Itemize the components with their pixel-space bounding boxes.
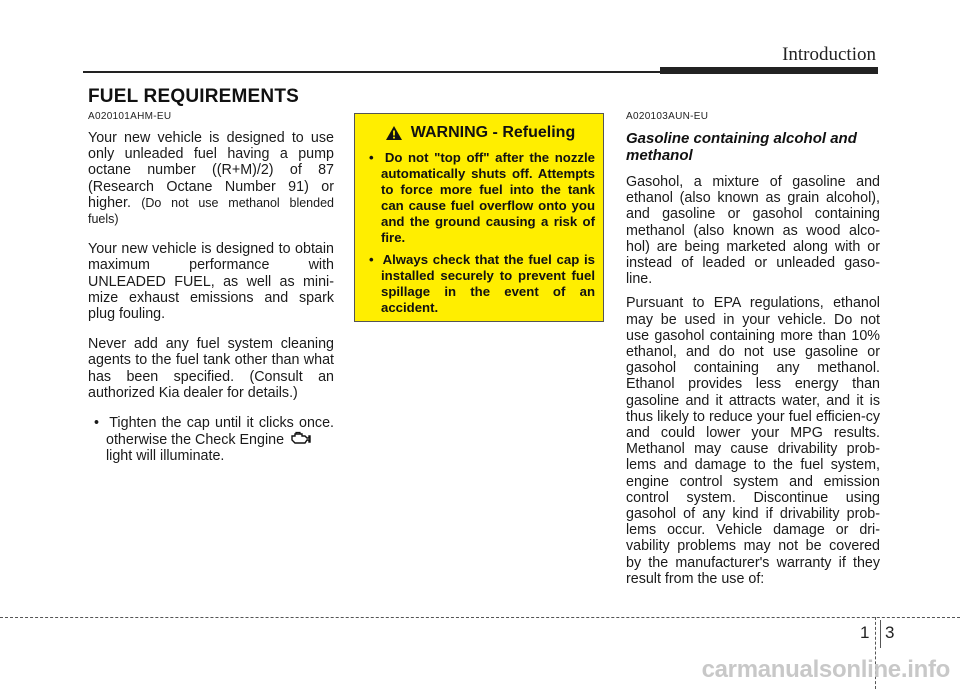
- bullet-glyph: •: [369, 150, 374, 165]
- subsection-title: Gasoline containing alcohol and methanol: [626, 130, 857, 164]
- gasohol-paragraph-2: Pursuant to EPA regulations, ethanol may be used in your vehicle. Do not use gasohol containing more than 10% ethanol, and do not use gasoline or gasohol containing any methanol. Ethanol provides less energy than gasoline and it attracts water, and it is thus likely to reduce your fuel efficien-cy and could lower your MPG results. Methanol may cause drivability prob-lems and damage to the fuel system, engine control system and emission control system. Discontinue using gasohol of any kind if drivability prob-lems occur. Vehicle damage or dri-vability problems may not be covered by the manufacturer's warranty if they result from the use of:: [626, 295, 880, 587]
- fuel-paragraph-1-main: Your new vehicle is designed to use only unleaded fuel having a pump octane number ((R+M)/2) of 87 (Research Octane Number 91) or higher.: [88, 130, 334, 211]
- fuel-cap-bullet-text-cont: light will illuminate.: [106, 448, 225, 465]
- section-code: A020103AUN-EU: [626, 111, 709, 122]
- section-title: FUEL REQUIREMENTS: [88, 86, 300, 107]
- warning-item-2-text: Always check that the fuel cap is installed securely to prevent fuel spillage in the event of an accident.: [381, 252, 595, 315]
- gasohol-paragraph-1: Gasohol, a mixture of gasoline and ethanol (also known as grain alcohol), and gasoline or gasohol containing methanol (also known as wood alco-hol) are being marketed along with or instead of leaded or unleaded gaso-line.: [626, 174, 880, 288]
- bullet-glyph: •: [369, 252, 374, 267]
- warning-title: WARNING - Refueling: [410, 124, 576, 141]
- warning-item-2: [365, 252, 595, 316]
- warning-triangle-icon: [385, 125, 403, 141]
- warning-item-1: [365, 150, 595, 246]
- bullet-glyph: •: [94, 415, 100, 432]
- fuel-cap-bullet-text: Tighten the cap until it clicks once. otherwise the Check Engine: [106, 415, 335, 449]
- footer-divider: [0, 617, 960, 618]
- fuel-paragraph-1-note: (Do not use methanol blended fuels): [88, 195, 334, 227]
- page-number: 3: [885, 623, 895, 642]
- warning-header: [365, 124, 595, 142]
- section-code: A020101AHM-EU: [88, 111, 172, 122]
- page-number-separator: [880, 620, 881, 648]
- fuel-cap-bullet: [88, 415, 334, 465]
- watermark: carmanualsonline.info: [701, 656, 950, 683]
- fuel-paragraph-3: Never add any fuel system cleaning agents to the fuel tank other than what has been specified. (Consult an authorized Kia dealer for details.): [88, 336, 334, 401]
- header-rule: [83, 71, 663, 73]
- warning-box: [354, 113, 604, 322]
- right-column: [626, 111, 880, 601]
- fuel-paragraph-1: [88, 130, 334, 227]
- left-column: [88, 111, 334, 465]
- header-rule-accent: [660, 67, 878, 74]
- warning-item-1-text: Do not "top off" after the nozzle automatically shuts off. Attempts to force more fuel into the tank can cause fuel overflow onto you and the ground causing a risk of fire.: [381, 150, 596, 245]
- chapter-number: 1: [860, 623, 870, 642]
- header-title: Introduction: [782, 44, 876, 65]
- fuel-paragraph-2: Your new vehicle is designed to obtain maximum performance with UNLEADED FUEL, as well as mini-mize exhaust emissions and spark plug fouling.: [88, 241, 334, 323]
- check-engine-icon: [290, 431, 312, 445]
